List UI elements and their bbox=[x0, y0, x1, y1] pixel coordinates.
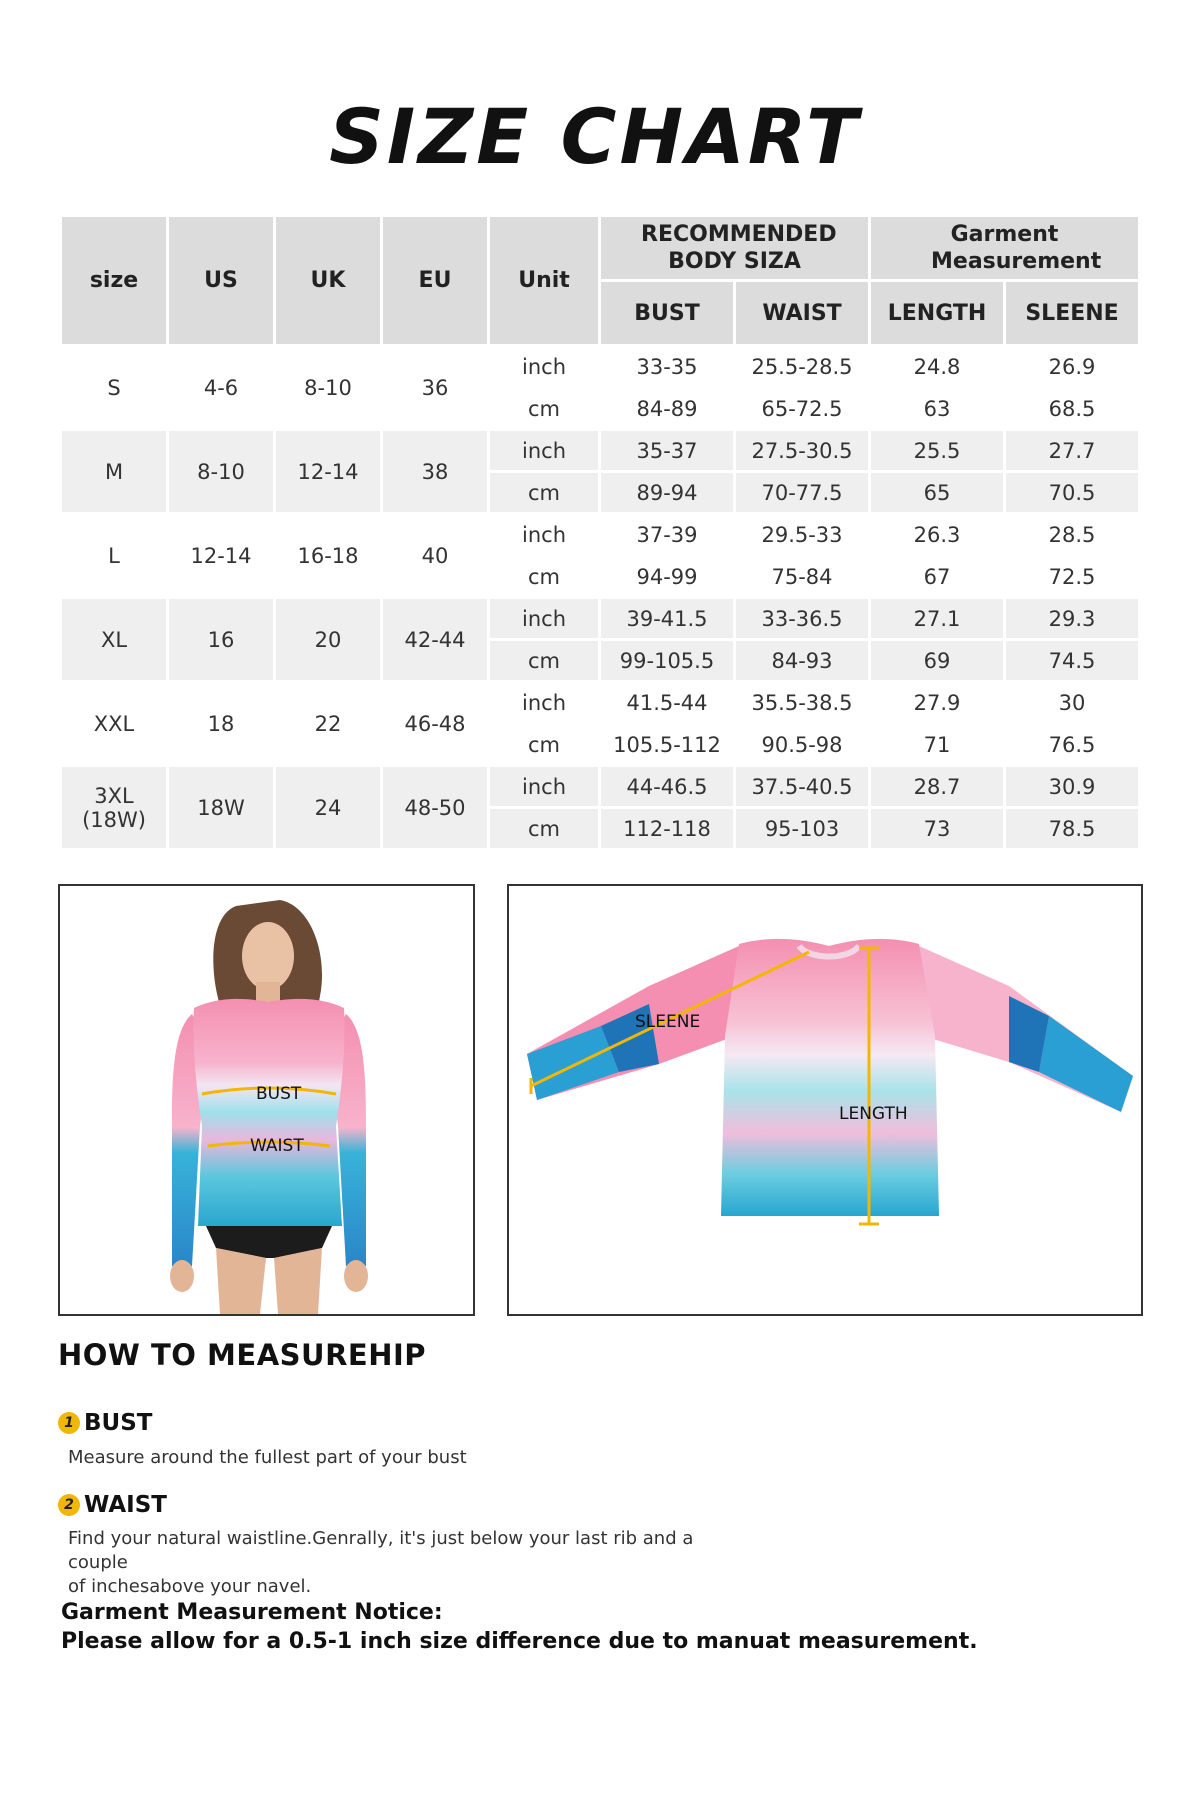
table-row bbox=[62, 599, 1138, 638]
waist-cell: 95-103 bbox=[736, 809, 868, 848]
sleene-cell: 78.5 bbox=[1006, 809, 1138, 848]
notice-text: Please allow for a 0.5-1 inch size difference due to manuat measurement. bbox=[61, 1629, 978, 1654]
size-cell: XL bbox=[62, 599, 166, 680]
garment-photo-panel bbox=[507, 884, 1143, 1316]
eu-cell: 36 bbox=[421, 375, 449, 400]
bust-cell: 33-35 bbox=[636, 354, 698, 379]
how-to-measure-heading: HOW TO MEASUREHIP bbox=[58, 1338, 427, 1372]
bust-cell: 39-41.5 bbox=[601, 599, 733, 638]
waist-cell: 70-77.5 bbox=[736, 473, 868, 512]
waist-cell: 84-93 bbox=[736, 641, 868, 680]
waist-cell: 37.5-40.5 bbox=[736, 767, 868, 806]
header-unit: Unit bbox=[490, 217, 598, 344]
header-recommended: RECOMMENDED BODY SIZA bbox=[601, 217, 868, 279]
uk-cell: 22 bbox=[314, 711, 342, 736]
sleene-cell: 28.5 bbox=[1048, 522, 1096, 547]
header-uk: UK bbox=[276, 217, 380, 344]
size-label: 3XL bbox=[94, 783, 134, 808]
header-waist: WAIST bbox=[736, 282, 868, 344]
waist-instruction-heading bbox=[58, 1492, 167, 1518]
table-row bbox=[62, 683, 1138, 722]
waist-instruction-line1: Find your natural waistline.Genrally, it's just below your last rib and a couple bbox=[68, 1528, 694, 1573]
unit-cell: cm bbox=[527, 732, 560, 757]
unit-cell: inch bbox=[522, 522, 566, 547]
header-bust: BUST bbox=[601, 282, 733, 344]
model-photo-panel bbox=[58, 884, 475, 1316]
bust-cell: 89-94 bbox=[601, 473, 733, 512]
bust-cell: 41.5-44 bbox=[626, 690, 708, 715]
length-cell: 73 bbox=[871, 809, 1003, 848]
eu-cell: 38 bbox=[383, 431, 487, 512]
table-row bbox=[62, 347, 1138, 386]
header-length: LENGTH bbox=[871, 282, 1003, 344]
us-cell: 4-6 bbox=[203, 375, 239, 400]
length-cell: 27.1 bbox=[871, 599, 1003, 638]
sleene-cell: 29.3 bbox=[1006, 599, 1138, 638]
eu-cell: 46-48 bbox=[404, 711, 466, 736]
bust-cell: 99-105.5 bbox=[601, 641, 733, 680]
sleene-label: SLEENE bbox=[635, 1012, 701, 1032]
number-two-icon: 2 bbox=[58, 1494, 80, 1516]
waist-cell: 65-72.5 bbox=[761, 396, 843, 421]
bust-label: BUST bbox=[256, 1084, 302, 1104]
length-cell: 71 bbox=[923, 732, 951, 757]
waist-label: WAIST bbox=[250, 1136, 304, 1156]
waist-cell: 27.5-30.5 bbox=[736, 431, 868, 470]
bust-cell: 44-46.5 bbox=[601, 767, 733, 806]
waist-cell: 33-36.5 bbox=[736, 599, 868, 638]
bust-cell: 84-89 bbox=[636, 396, 698, 421]
bust-instruction-heading bbox=[58, 1410, 152, 1436]
length-cell: 28.7 bbox=[871, 767, 1003, 806]
unit-cell: inch bbox=[490, 431, 598, 470]
header-garment: Garment Measurement bbox=[871, 217, 1138, 279]
uk-cell: 24 bbox=[276, 767, 380, 848]
sleene-cell: 26.9 bbox=[1048, 354, 1096, 379]
table-row bbox=[62, 767, 1138, 806]
uk-cell: 20 bbox=[276, 599, 380, 680]
header-eu: EU bbox=[383, 217, 487, 344]
bust-cell: 35-37 bbox=[601, 431, 733, 470]
page-title: SIZE CHART bbox=[329, 92, 861, 181]
us-cell: 12-14 bbox=[190, 543, 252, 568]
bust-instruction-title: BUST bbox=[84, 1410, 153, 1436]
bust-cell: 105.5-112 bbox=[613, 732, 721, 757]
length-cell: 26.3 bbox=[913, 522, 961, 547]
uk-cell: 8-10 bbox=[304, 375, 352, 400]
waist-cell: 90.5-98 bbox=[761, 732, 843, 757]
length-cell: 27.9 bbox=[913, 690, 961, 715]
size-chart-table bbox=[59, 214, 1141, 851]
unit-cell: inch bbox=[490, 599, 598, 638]
unit-cell: cm bbox=[490, 473, 598, 512]
unit-cell: inch bbox=[490, 767, 598, 806]
us-cell: 8-10 bbox=[169, 431, 273, 512]
uk-cell: 16-18 bbox=[297, 543, 359, 568]
length-cell: 65 bbox=[871, 473, 1003, 512]
sleene-cell: 70.5 bbox=[1006, 473, 1138, 512]
size-cell: M bbox=[62, 431, 166, 512]
bust-instruction-text: Measure around the fullest part of your bust bbox=[68, 1447, 467, 1468]
notice-title: Garment Measurement Notice: bbox=[61, 1600, 443, 1625]
header-sleene: SLEENE bbox=[1006, 282, 1138, 344]
unit-cell: cm bbox=[490, 641, 598, 680]
size-cell: XXL bbox=[93, 711, 135, 736]
waist-cell: 25.5-28.5 bbox=[751, 354, 853, 379]
sleene-cell: 72.5 bbox=[1048, 564, 1096, 589]
length-cell: 25.5 bbox=[871, 431, 1003, 470]
waist-instruction-text bbox=[68, 1527, 748, 1599]
size-cell: L bbox=[108, 543, 120, 568]
sleene-cell: 74.5 bbox=[1006, 641, 1138, 680]
waist-instruction-title: WAIST bbox=[84, 1492, 167, 1518]
length-cell: 67 bbox=[923, 564, 951, 589]
size-cell: S bbox=[107, 375, 121, 400]
waist-cell: 75-84 bbox=[771, 564, 833, 589]
waist-instruction-line2: of inchesabove your navel. bbox=[68, 1576, 312, 1597]
waist-cell: 29.5-33 bbox=[761, 522, 843, 547]
us-cell: 18 bbox=[207, 711, 235, 736]
sleene-cell: 30.9 bbox=[1006, 767, 1138, 806]
size-cell bbox=[62, 767, 166, 848]
unit-cell: cm bbox=[490, 809, 598, 848]
unit-cell: inch bbox=[522, 690, 566, 715]
unit-cell: inch bbox=[522, 354, 566, 379]
sleene-cell: 76.5 bbox=[1048, 732, 1096, 757]
sleene-cell: 30 bbox=[1058, 690, 1086, 715]
unit-cell: cm bbox=[527, 396, 560, 421]
header-size: size bbox=[62, 217, 166, 344]
table-row bbox=[62, 515, 1138, 554]
uk-cell: 12-14 bbox=[276, 431, 380, 512]
eu-cell: 48-50 bbox=[383, 767, 487, 848]
measurement-notice bbox=[61, 1598, 978, 1656]
length-cell: 24.8 bbox=[913, 354, 961, 379]
length-label: LENGTH bbox=[839, 1104, 908, 1124]
eu-cell: 40 bbox=[421, 543, 449, 568]
header-us: US bbox=[169, 217, 273, 344]
unit-cell: cm bbox=[527, 564, 560, 589]
bust-cell: 94-99 bbox=[636, 564, 698, 589]
garment-illustration bbox=[509, 886, 1141, 1314]
eu-cell: 42-44 bbox=[383, 599, 487, 680]
size-sublabel: (18W) bbox=[82, 807, 146, 832]
bust-cell: 37-39 bbox=[636, 522, 698, 547]
number-one-icon: 1 bbox=[58, 1412, 80, 1434]
us-cell: 16 bbox=[169, 599, 273, 680]
bust-cell: 112-118 bbox=[601, 809, 733, 848]
table-row bbox=[62, 431, 1138, 470]
waist-cell: 35.5-38.5 bbox=[751, 690, 853, 715]
sleene-cell: 27.7 bbox=[1006, 431, 1138, 470]
us-cell: 18W bbox=[169, 767, 273, 848]
length-cell: 69 bbox=[871, 641, 1003, 680]
sleene-cell: 68.5 bbox=[1048, 396, 1096, 421]
length-cell: 63 bbox=[923, 396, 951, 421]
